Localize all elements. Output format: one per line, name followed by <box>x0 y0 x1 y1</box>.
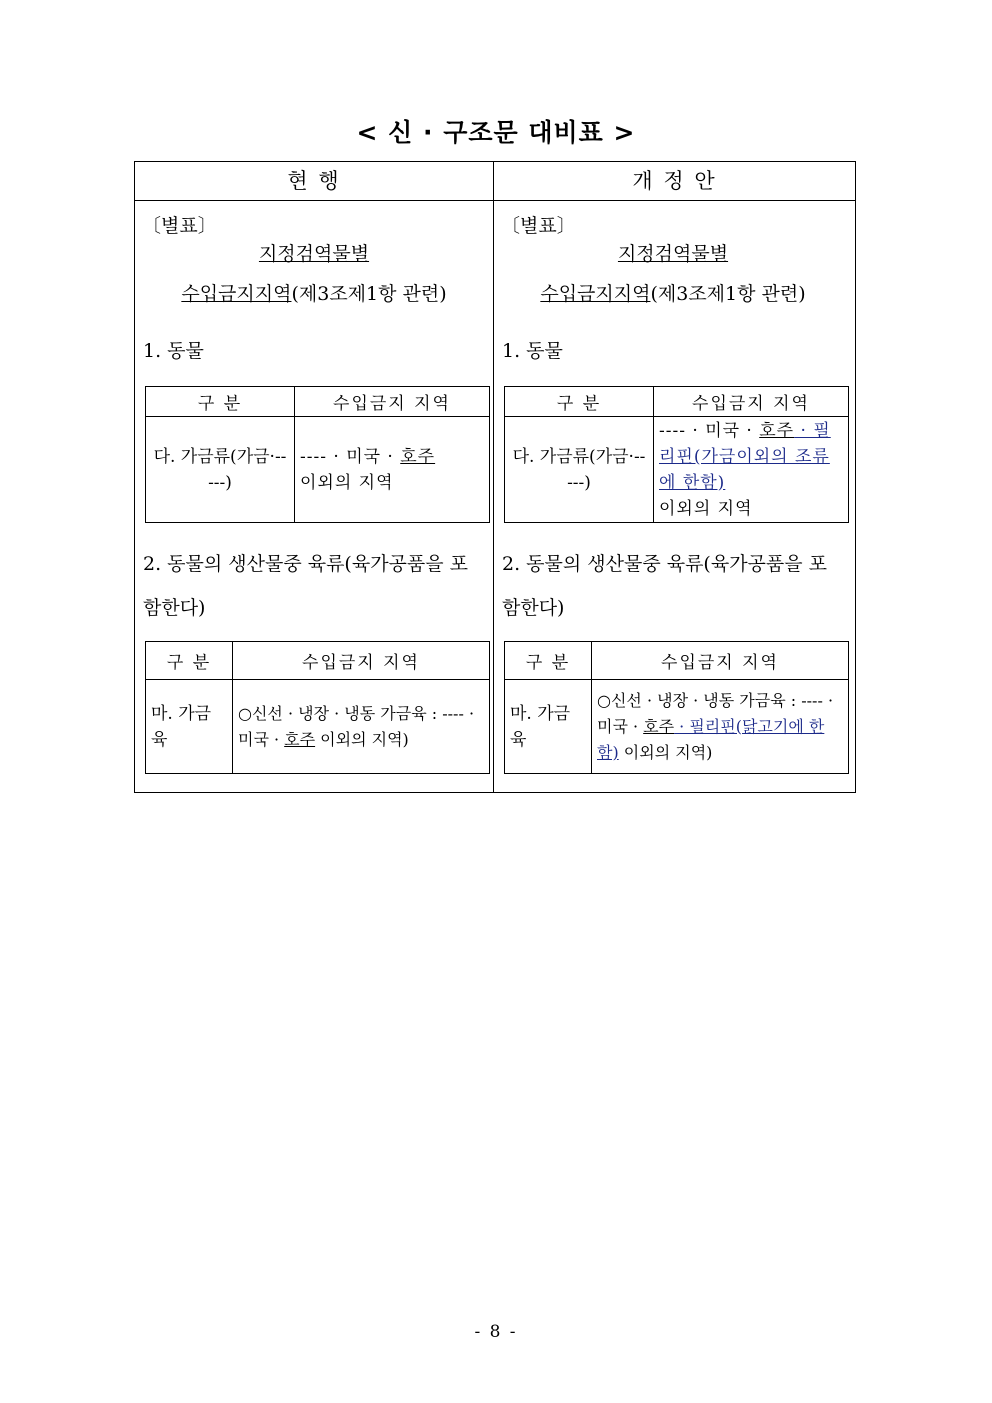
row-label-poultry-meat: 마. 가금육 <box>505 680 592 774</box>
animals-table <box>145 386 490 523</box>
meat-table <box>504 641 849 774</box>
table-header-category: 구 분 <box>146 387 295 417</box>
row-label-poultry: 다. 가금류(가금·-----) <box>146 417 295 523</box>
annex-title-line1: 지정검역물별 <box>617 243 729 265</box>
table-header-category: 구 분 <box>505 387 654 417</box>
section-1-heading: 1. 동물 <box>502 340 563 362</box>
row-value-poultry: ---- · 미국 · 호주 · 필리핀(가금이외의 조류에 한함) 이외의 지역 <box>654 417 849 523</box>
row-value-poultry: ---- · 미국 · 호주 이외의 지역 <box>295 417 490 523</box>
annex-title-line2: 수입금지지역(제3조제1항 관련) <box>181 283 447 305</box>
page-title: < 신 · 구조문 대비표 > <box>356 118 636 147</box>
row-label-poultry: 다. 가금류(가금·-----) <box>505 417 654 523</box>
header-current: 현 행 <box>287 169 341 193</box>
comparison-table <box>134 161 856 793</box>
section-2-heading: 2. 동물의 생산물중 육류(육가공품을 포함한다) <box>143 553 469 619</box>
annex-title-line2: 수입금지지역(제3조제1항 관련) <box>540 283 806 305</box>
byulpyo-label: 〔별표〕 <box>501 215 576 237</box>
table-header-region: 수입금지 지역 <box>592 642 849 680</box>
row-value-poultry-meat: ○신선 · 냉장 · 냉동 가금육 : ---- · 미국 · 호주 · 필리핀(닭고기에 한함) 이외의 지역) <box>592 680 849 774</box>
table-header-region: 수입금지 지역 <box>295 387 490 417</box>
current-column <box>135 201 493 791</box>
page-number: - 8 - <box>474 1322 518 1342</box>
row-value-poultry-meat: ○신선 · 냉장 · 냉동 가금육 : ---- · 미국 · 호주 이외의 지역) <box>233 680 490 774</box>
header-revised: 개 정 안 <box>632 169 717 193</box>
annex-title-line1: 지정검역물별 <box>258 243 370 265</box>
byulpyo-label: 〔별표〕 <box>142 215 217 237</box>
section-1-heading: 1. 동물 <box>143 340 204 362</box>
animals-table <box>504 386 849 523</box>
revised-column <box>494 201 852 791</box>
section-2-heading: 2. 동물의 생산물중 육류(육가공품을 포함한다) <box>502 553 828 619</box>
row-label-poultry-meat: 마. 가금육 <box>146 680 233 774</box>
table-header-category: 구 분 <box>146 642 233 680</box>
table-header-category: 구 분 <box>505 642 592 680</box>
meat-table <box>145 641 490 774</box>
table-header-region: 수입금지 지역 <box>233 642 490 680</box>
table-header-region: 수입금지 지역 <box>654 387 849 417</box>
